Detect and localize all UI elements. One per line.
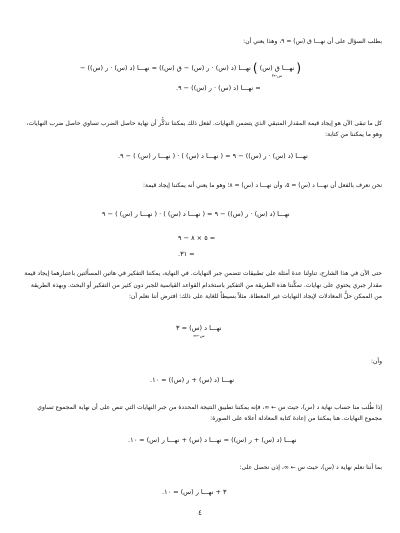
- paragraph-product-rule: كل ما تبقى الآن هو إيجاد قيمة المقدار المتبقي الذي يتضمن النهايات. لفعل ذلك يمكننا تذكُّر أن نهاية حاصل الضرب تساوي حاصل ضرب النهايات، وهو ما يمكننا من كتابة:: [26, 120, 382, 138]
- limit-subscript: س←٣: [271, 73, 283, 78]
- equation-product-limits: نهـــا (د (س) · ر (س)) − ٩ = ( نهـــا د (س) ) · ( نهـــا ر (س) ) − ٩.: [118, 152, 308, 160]
- equation-limit-expansion: ( نهـــا ق (س) س←٣ ) نهـــا (د (س) · ر (س) − ق (س)) = نهـــا (د (س) · ر (س)) −: [80, 61, 302, 78]
- paragraph-known-limits: نحن نعرف بالفعل أن نهـــا د (س) = ٥، وأن نهـــا د (س) = ٨؛ وهو ما يعني أنه يمكننا إيجاد قيمة:: [142, 182, 382, 189]
- paragraph-conclusion: بما أننا نعلم نهاية د (س)، حيث س ← ∞، إذن نحصل على:: [239, 464, 382, 471]
- equation-evaluate-step1: نهـــا (د (س) · ر (س)) − ٩ = ( نهـــا د (س) ) · ( نهـــا ر (س) ) − ٩: [102, 210, 290, 218]
- paragraph-intro: بطلب السؤال على أن نهـــا ق (س) = ٩، وهذا يعني أن:: [243, 38, 382, 45]
- equation-given-limit-d: نهـــا د (س) = ٣ س←∞: [176, 324, 222, 338]
- paragraph-and: وأن:: [371, 358, 382, 365]
- page-number: ٤: [198, 509, 202, 517]
- equation-evaluate-step2: = ٥ × ٨ − ٩: [178, 234, 216, 242]
- equation-expansion-lhs: نهـــا (د (س) · ر (س) − ق (س)) = نهـــا (د (س) · ر (س)) −: [80, 64, 251, 72]
- equation-final: ٣ + نهـــا ر (س) = ١٠.: [162, 488, 227, 496]
- equation-expansion-rhs: نهـــا ق (س): [259, 64, 295, 72]
- equation-limit-result: = نهـــا (د (س) · ر (س)) − ٩.: [176, 84, 261, 92]
- equation-evaluate-step3: = ٣١.: [178, 250, 195, 258]
- paragraph-sum-rule: إذا طُلب منا حساب نهاية د (س)، حيث س ← ∞، فإنه يمكننا تطبيق النتيجة المحددة من جبر النهايات التي تنص على أن نهاية المجموع تساوي مجموع النهايات. هنا يمكننا من إعادة كتابة المعادلة أعلاه على الصورة:: [37, 404, 382, 422]
- equation-given-limit-sum: نهـــا (د (س) + ر (س)) = ١٠.: [150, 376, 235, 384]
- paragraph-algebra-of-limits: حتى الآن في هذا الشارح، تناولنا عدة أمثلة على تطبيقات تتضمن جبر النهايات. في النهاية، يمكننا التفكير في هاتين المسألتين باعتبارهما إيجاد قيمة مقدار جبري يحتوي على نهايات. تمكَّننا هذه الطريقة من التفكير باستخدام القواعد القياسية للجبر دون كثير من التفكير أو البحث. وبهذه الطريقة من الممكن حلُّ المعادلات لإيجاد النهايات غير المعطاة. مثلاً بسيطاً للغاية على ذلك: افترض أننا نعلم أن:: [24, 270, 382, 300]
- equation-sum-of-limits: نهـــا (د (س) + ر (س)) = نهـــا د (س) + نهـــا ر (س) = ١٠.: [128, 436, 297, 444]
